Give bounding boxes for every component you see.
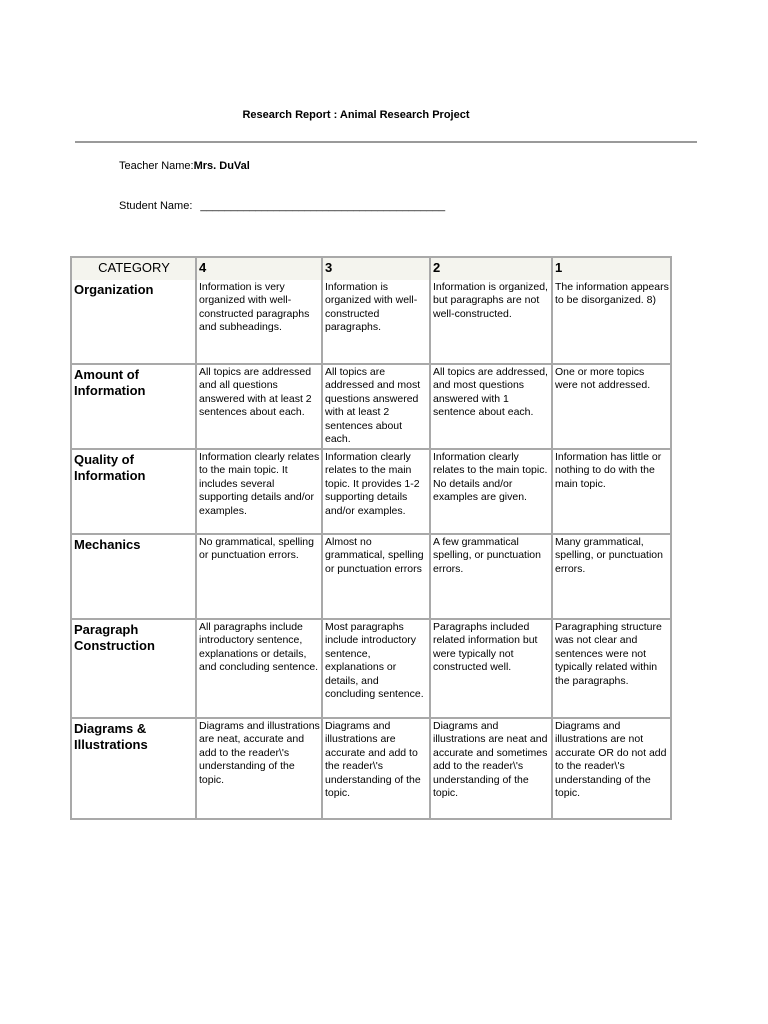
cell-score-3: All topics are addressed and most questions answered with at least 2 sentences about each.: [323, 365, 431, 450]
teacher-name-line: [119, 160, 250, 172]
cell-score-3: Almost no grammatical, spelling or punctuation errors: [323, 535, 431, 620]
header-score-4: 4: [197, 258, 323, 280]
cell-score-3: Most paragraphs include introductory sentence, explanations or details, and concluding sentence.: [323, 620, 431, 719]
cell-score-4: Information clearly relates to the main topic. It includes several supporting details and/or examples.: [197, 450, 323, 535]
rubric-row-amount-of-information: [72, 365, 670, 450]
rubric-table: [70, 256, 672, 820]
rubric-row-quality-of-information: [72, 450, 670, 535]
category-organization: Organization: [72, 280, 197, 365]
category-mechanics: Mechanics: [72, 535, 197, 620]
cell-score-1: Paragraphing structure was not clear and sentences were not typically related within the paragraphs.: [553, 620, 670, 719]
category-diagrams-illustrations: Diagrams & Illustrations: [72, 719, 197, 818]
rubric-row-diagrams-illustrations: [72, 719, 670, 818]
header-score-2: 2: [431, 258, 553, 280]
cell-score-2: Diagrams and illustrations are neat and accurate and sometimes add to the reader\'s understanding of the topic.: [431, 719, 553, 818]
teacher-name-label: Teacher Name:: [119, 160, 194, 172]
rubric-row-mechanics: [72, 535, 670, 620]
student-name-line: [119, 200, 445, 212]
rubric-row-paragraph-construction: [72, 620, 670, 719]
cell-score-4: All topics are addressed and all questions answered with at least 2 sentences about each.: [197, 365, 323, 450]
cell-score-1: One or more topics were not addressed.: [553, 365, 670, 450]
cell-score-2: Paragraphs included related information but were typically not constructed well.: [431, 620, 553, 719]
cell-score-3: Diagrams and illustrations are accurate and add to the reader\'s understanding of the topic.: [323, 719, 431, 818]
cell-score-3: Information is organized with well-constructed paragraphs.: [323, 280, 431, 365]
rubric-header-row: [72, 258, 670, 280]
header-score-1: 1: [553, 258, 670, 280]
student-name-blank: ________________________________________: [200, 200, 446, 212]
cell-score-2: A few grammatical spelling, or punctuation errors.: [431, 535, 553, 620]
cell-score-4: All paragraphs include introductory sentence, explanations or details, and concluding sentence.: [197, 620, 323, 719]
header-score-3: 3: [323, 258, 431, 280]
cell-score-1: Many grammatical, spelling, or punctuation errors.: [553, 535, 670, 620]
teacher-name-value: Mrs. DuVal: [193, 160, 250, 172]
cell-score-2: All topics are addressed, and most questions answered with 1 sentence about each.: [431, 365, 553, 450]
category-amount-of-information: Amount of Information: [72, 365, 197, 450]
rubric-row-organization: [72, 280, 670, 365]
student-name-label: Student Name:: [119, 200, 193, 212]
header-category: CATEGORY: [72, 258, 197, 280]
title-divider: [75, 141, 697, 143]
cell-score-4: Information is very organized with well-constructed paragraphs and subheadings.: [197, 280, 323, 365]
cell-score-1: Diagrams and illustrations are not accurate OR do not add to the reader\'s understanding of the topic.: [555, 720, 667, 800]
document-title: Research Report : Animal Research Project: [242, 109, 470, 121]
category-quality-of-information: Quality of Information: [72, 450, 197, 535]
cell-score-4: Diagrams and illustrations are neat, accurate and add to the reader\'s understanding of the topic.: [197, 719, 323, 818]
category-paragraph-construction: Paragraph Construction: [72, 620, 197, 719]
cell-score-4: No grammatical, spelling or punctuation errors.: [197, 535, 323, 620]
cell-score-1: The information appears to be disorganized. 8): [553, 280, 670, 365]
cell-score-2: Information is organized, but paragraphs are not well-constructed.: [431, 280, 553, 365]
cell-score-3: Information clearly relates to the main topic. It provides 1-2 supporting details and/or examples.: [323, 450, 431, 535]
cell-score-1: Information has little or nothing to do with the main topic.: [553, 450, 670, 535]
cell-score-2: Information clearly relates to the main topic. No details and/or examples are given.: [431, 450, 553, 535]
